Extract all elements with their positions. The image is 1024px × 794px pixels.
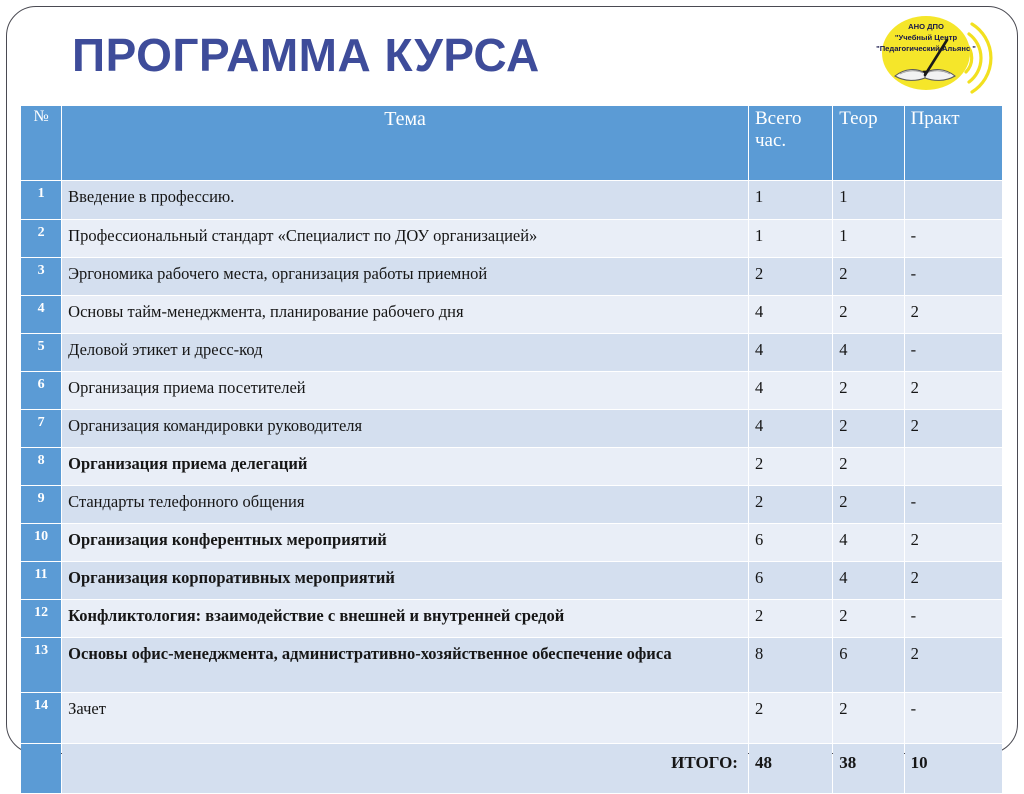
row-total: 8 bbox=[749, 638, 832, 692]
row-practice: 2 bbox=[905, 372, 1002, 409]
row-number: 6 bbox=[21, 372, 61, 409]
table-row bbox=[21, 600, 1002, 637]
row-total: 6 bbox=[749, 524, 832, 561]
column-header-practice: Практ bbox=[905, 106, 1002, 180]
header-row bbox=[21, 106, 1002, 180]
table-row bbox=[21, 410, 1002, 447]
row-number: 8 bbox=[21, 448, 61, 485]
row-theory: 4 bbox=[833, 562, 903, 599]
table-row bbox=[21, 372, 1002, 409]
row-topic: Организация приема делегаций bbox=[62, 448, 748, 485]
row-topic: Введение в профессию. bbox=[62, 181, 748, 219]
logo-text-line1: АНО ДПО bbox=[908, 22, 944, 31]
total-theory: 38 bbox=[833, 744, 903, 793]
row-total: 2 bbox=[749, 693, 832, 743]
row-total: 2 bbox=[749, 448, 832, 485]
row-theory: 4 bbox=[833, 524, 903, 561]
column-header-total: Всего час. bbox=[749, 106, 832, 180]
row-topic: Стандарты телефонного общения bbox=[62, 486, 748, 523]
row-topic: Организация приема посетителей bbox=[62, 372, 748, 409]
row-practice: 2 bbox=[905, 562, 1002, 599]
logo-text-line3: "Педагогический Альянс " bbox=[876, 44, 976, 53]
logo-text-line2: "Учебный Центр bbox=[894, 33, 958, 42]
table-row bbox=[21, 562, 1002, 599]
column-header-theory: Теор bbox=[833, 106, 903, 180]
row-theory: 2 bbox=[833, 486, 903, 523]
total-practice: 10 bbox=[905, 744, 1002, 793]
row-topic: Конфликтология: взаимодействие с внешней и внутренней средой bbox=[62, 600, 748, 637]
row-total: 1 bbox=[749, 181, 832, 219]
row-total: 4 bbox=[749, 410, 832, 447]
row-theory: 2 bbox=[833, 693, 903, 743]
row-total: 1 bbox=[749, 220, 832, 257]
row-number: 1 bbox=[21, 181, 61, 219]
row-topic: Организация корпоративных мероприятий bbox=[62, 562, 748, 599]
table-row bbox=[21, 448, 1002, 485]
row-topic: Эргономика рабочего места, организация работы приемной bbox=[62, 258, 748, 295]
row-practice: - bbox=[905, 258, 1002, 295]
table-body bbox=[21, 181, 1002, 793]
row-total: 4 bbox=[749, 334, 832, 371]
row-theory: 4 bbox=[833, 334, 903, 371]
row-topic: Основы офис-менеджмента, административно-хозяйственное обеспечение офиса bbox=[62, 638, 748, 692]
row-theory: 2 bbox=[833, 600, 903, 637]
row-practice: 2 bbox=[905, 296, 1002, 333]
row-total: 2 bbox=[749, 258, 832, 295]
row-theory: 2 bbox=[833, 258, 903, 295]
row-theory: 2 bbox=[833, 372, 903, 409]
table-row bbox=[21, 486, 1002, 523]
page-title: ПРОГРАММА КУРСА bbox=[72, 29, 540, 81]
course-program-table bbox=[20, 105, 1003, 794]
row-practice: - bbox=[905, 486, 1002, 523]
row-topic: Организация конферентных мероприятий bbox=[62, 524, 748, 561]
row-practice: - bbox=[905, 693, 1002, 743]
row-number: 9 bbox=[21, 486, 61, 523]
row-total: 4 bbox=[749, 372, 832, 409]
table-row bbox=[21, 181, 1002, 219]
row-practice: - bbox=[905, 600, 1002, 637]
row-topic: Организация командировки руководителя bbox=[62, 410, 748, 447]
row-practice: 2 bbox=[905, 638, 1002, 692]
row-practice: 2 bbox=[905, 410, 1002, 447]
row-practice: - bbox=[905, 220, 1002, 257]
row-practice bbox=[905, 448, 1002, 485]
row-theory: 6 bbox=[833, 638, 903, 692]
row-number: 12 bbox=[21, 600, 61, 637]
row-topic: Профессиональный стандарт «Специалист по ДОУ организацией» bbox=[62, 220, 748, 257]
row-total: 6 bbox=[749, 562, 832, 599]
row-topic: Основы тайм-менеджмента, планирование рабочего дня bbox=[62, 296, 748, 333]
table-row bbox=[21, 220, 1002, 257]
row-number: 14 bbox=[21, 693, 61, 743]
total-label: ИТОГО: bbox=[62, 744, 748, 793]
row-number: 11 bbox=[21, 562, 61, 599]
row-practice: 2 bbox=[905, 524, 1002, 561]
column-header-number: № bbox=[21, 106, 61, 180]
row-number: 7 bbox=[21, 410, 61, 447]
row-number: 5 bbox=[21, 334, 61, 371]
row-total: 4 bbox=[749, 296, 832, 333]
row-theory: 2 bbox=[833, 410, 903, 447]
row-theory: 2 bbox=[833, 448, 903, 485]
table-total-row bbox=[21, 744, 1002, 793]
column-header-topic: Тема bbox=[62, 106, 748, 180]
table-row bbox=[21, 334, 1002, 371]
row-topic: Зачет bbox=[62, 693, 748, 743]
table-row bbox=[21, 524, 1002, 561]
total-hours: 48 bbox=[749, 744, 832, 793]
row-total: 2 bbox=[749, 600, 832, 637]
organization-logo bbox=[869, 12, 1014, 104]
table-row bbox=[21, 296, 1002, 333]
table-row bbox=[21, 638, 1002, 692]
row-number: 13 bbox=[21, 638, 61, 692]
row-theory: 2 bbox=[833, 296, 903, 333]
row-theory: 1 bbox=[833, 181, 903, 219]
table-header bbox=[21, 106, 1002, 180]
row-total: 2 bbox=[749, 486, 832, 523]
row-practice: - bbox=[905, 334, 1002, 371]
row-number: 3 bbox=[21, 258, 61, 295]
logo-graphic bbox=[869, 12, 1014, 104]
row-number: 10 bbox=[21, 524, 61, 561]
row-practice bbox=[905, 181, 1002, 219]
total-row-number-cell bbox=[21, 744, 61, 793]
row-topic: Деловой этикет и дресс-код bbox=[62, 334, 748, 371]
row-number: 2 bbox=[21, 220, 61, 257]
row-number: 4 bbox=[21, 296, 61, 333]
table-row bbox=[21, 693, 1002, 743]
table-row bbox=[21, 258, 1002, 295]
row-theory: 1 bbox=[833, 220, 903, 257]
